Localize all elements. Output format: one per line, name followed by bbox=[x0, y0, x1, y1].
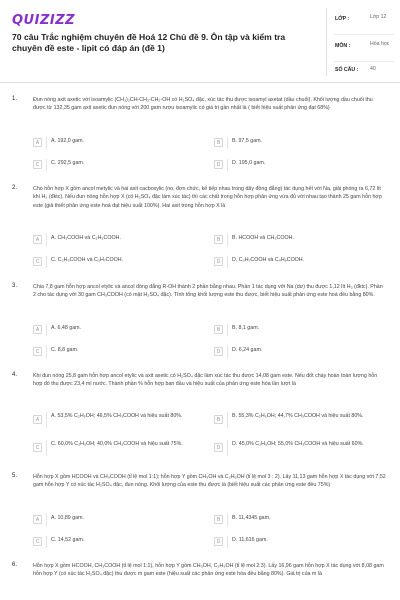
option-letter-box: D bbox=[214, 257, 223, 266]
option-text: A. 192,0 gam. bbox=[51, 138, 84, 144]
option-divider bbox=[46, 159, 47, 171]
worksheet-title: 70 câu Trắc nghiệm chuyên đề Hoá 12 Chủ đề 9. Ôn tập và kiểm tra chuyên đề este - lipit có đáp án (đề 1) bbox=[12, 32, 286, 53]
quizizz-logo: QUIZIZZ bbox=[12, 13, 76, 28]
question-number: 3. bbox=[12, 283, 18, 289]
option-letter-box: C bbox=[33, 160, 42, 169]
question-number: 2. bbox=[12, 185, 18, 191]
option-divider bbox=[227, 536, 228, 548]
option-letter-box: D bbox=[214, 443, 223, 452]
option-text: C. 8,8 gam. bbox=[51, 347, 79, 353]
option-letter-box: C bbox=[33, 347, 42, 356]
option-a[interactable] bbox=[33, 233, 203, 247]
option-divider bbox=[46, 440, 47, 456]
meta-divider bbox=[326, 8, 327, 76]
question-number: 1. bbox=[12, 96, 18, 102]
option-text: D. 11,616 gam. bbox=[232, 537, 268, 543]
question-count-value: 40 bbox=[370, 66, 376, 72]
option-letter-box: A bbox=[33, 325, 42, 334]
option-d[interactable] bbox=[214, 439, 384, 457]
option-text: C. 292,5 gam. bbox=[51, 160, 85, 166]
question-count-label: SỐ CÂU : bbox=[335, 67, 359, 73]
option-a[interactable] bbox=[33, 513, 203, 527]
option-divider bbox=[227, 234, 228, 246]
option-text: D. 195,0 gam. bbox=[232, 160, 266, 166]
subject-value: Hóa học bbox=[370, 41, 390, 47]
class-value: Lớp 12 bbox=[370, 14, 387, 20]
option-letter-box: A bbox=[33, 138, 42, 147]
option-b[interactable] bbox=[214, 233, 384, 247]
option-b[interactable] bbox=[214, 513, 384, 527]
option-text: A. 53,5% C₂H₅OH; 46,5% CH₃COOH và hiệu suất 80%. bbox=[51, 413, 183, 419]
option-letter-box: A bbox=[33, 515, 42, 524]
option-divider bbox=[46, 324, 47, 336]
option-divider bbox=[46, 514, 47, 526]
option-divider bbox=[227, 256, 228, 268]
option-divider bbox=[227, 514, 228, 526]
question-text: Khi đun nóng 25,8 gam hỗn hợp ancol etylic và axit axetic có H₂SO₄ đặc làm xúc tác thu được 14,08 gam este. Nếu đốt cháy hoàn toàn lượng hỗn hợp đó thu được 23,4 ml nước. Thành phần % hỗn hợp ban đầu và hiệu suất của phản ứng este hóa lần lượt là bbox=[33, 373, 378, 388]
option-text: D. 6,24 gam. bbox=[232, 347, 263, 353]
option-b[interactable] bbox=[214, 411, 384, 429]
class-label: LỚP : bbox=[335, 16, 350, 22]
option-letter-box: B bbox=[214, 138, 223, 147]
option-text: A. 10,89 gam. bbox=[51, 515, 84, 521]
option-letter-box: B bbox=[214, 415, 223, 424]
option-divider bbox=[46, 137, 47, 149]
option-letter-box: C bbox=[33, 443, 42, 452]
option-text: C. 60,0% C₂H₅OH; 40,0% CH₃COOH và hiệu suất 75%. bbox=[51, 441, 183, 447]
question-number: 5. bbox=[12, 473, 18, 479]
option-a[interactable] bbox=[33, 323, 203, 337]
option-c[interactable] bbox=[33, 255, 203, 269]
option-b[interactable] bbox=[214, 136, 384, 150]
option-text: C. C₂H₅COOH và C₃H₇COOH. bbox=[51, 257, 124, 263]
question-number: 4. bbox=[12, 372, 18, 378]
option-divider bbox=[227, 159, 228, 171]
question-text: Chia 7,8 gam hỗn hợp ancol etylic và ancol đồng đẳng R-OH thành 2 phần bằng nhau. Phần 1 tác dụng với Na (dư) thu được 1,12 lít H₂ (đktc). Phần 2 cho tác dụng với 30 gam CH₃COOH (có mặt H₂SO₄ đặc). Tính tổng khối lượng este thu được, biết hiệu suất phản ứng este hoá đều bằng 80%. bbox=[33, 284, 383, 299]
option-divider bbox=[46, 346, 47, 358]
meta-divider-line bbox=[334, 61, 394, 62]
option-letter-box: D bbox=[214, 537, 223, 546]
option-text: A. 6,48 gam. bbox=[51, 325, 82, 331]
option-text: C. 14,52 gam. bbox=[51, 537, 85, 543]
option-divider bbox=[46, 412, 47, 428]
option-letter-box: D bbox=[214, 347, 223, 356]
option-text: B. 11,4345 gam. bbox=[232, 515, 271, 521]
option-text: B. 8,1 gam. bbox=[232, 325, 260, 331]
option-d[interactable] bbox=[214, 535, 384, 549]
option-text: D. C₃H₇COOH và C₄H₉COOH. bbox=[232, 257, 305, 263]
option-divider bbox=[46, 256, 47, 268]
option-divider bbox=[46, 234, 47, 246]
option-divider bbox=[46, 536, 47, 548]
option-letter-box: B bbox=[214, 325, 223, 334]
option-divider bbox=[227, 346, 228, 358]
option-letter-box: D bbox=[214, 160, 223, 169]
worksheet-header bbox=[0, 0, 400, 83]
option-text: B. 55,3% C₂H₅OH; 44,7% CH₃COOH và hiệu suất 80%. bbox=[232, 413, 364, 419]
question-text: Đun nóng axit axetic với isoamylic (CH₃)₂CH-CH₂-CH₂-OH có H₂SO₄ đặc, xúc tác thu được isoamyl axetat (dầu chuối). Khối lượng dầu chuối thu được từ 132,35 gam axit axetic đun nóng với 200 gam rượu isoamylic có giá trị gần nhất là ( biết hiệu suất phản ứng đạt 68%) bbox=[33, 97, 373, 112]
option-letter-box: C bbox=[33, 257, 42, 266]
option-a[interactable] bbox=[33, 411, 203, 429]
subject-label: MÔN : bbox=[335, 43, 351, 49]
question-number: 6. bbox=[12, 562, 18, 568]
option-letter-box: B bbox=[214, 515, 223, 524]
option-c[interactable] bbox=[33, 439, 203, 457]
question-text: Hỗn hợp X gồm HCOOH, CH₃COOH (tỉ lệ mol 1:1), hỗn hợp Y gồm CH₃OH, C₂H₅OH (tỉ lệ mol 2:3). Lấy 16,96 gam hỗn hợp X tác dụng với 8,08 gam hỗn hợp Y (có xúc tác H₂SO₄ đặc) thu được m gam este (hiệu suất các phản ứng este hóa đều bằng 80%). Giá trị của m là bbox=[33, 563, 384, 578]
option-divider bbox=[227, 440, 228, 456]
option-d[interactable] bbox=[214, 158, 384, 172]
question-text: Cho hỗn hợp X gồm ancol metylic và hai axit cacboxylic (no, đơn chức, kế tiếp nhau trong dãy đồng đẳng) tác dụng hết với Na, giải phóng ra 6,72 lít khí H₂ (đktc). Nếu đun nóng hỗn hợp X (có H₂SO₄ đặc làm xúc tác) thì các chất trong hỗn hợp phản ứng vừa đủ với nhau tạo thành 25 gam hỗn hợp este (giả thiết phản ứng este hoá đạt hiệu suất 100%). Hai axit trong hỗn hợp X là bbox=[33, 186, 382, 209]
meta-divider-line bbox=[334, 34, 394, 35]
option-b[interactable] bbox=[214, 323, 384, 337]
option-a[interactable] bbox=[33, 136, 203, 150]
option-c[interactable] bbox=[33, 158, 203, 172]
option-divider bbox=[227, 137, 228, 149]
question-text: Hỗn hợp X gồm HCOOH và CH₃COOH (tỉ lệ mol 1:1); hỗn hợp Y gồm CH₃OH và C₂H₅OH (tỉ lệ mol 3 : 2). Lấy 11,13 gam hỗn hợp X tác dụng với 7,52 gam hỗn hợp Y có xúc tác H₂SO₄ đặc, đun nóng. Khối lượng của este thu được là (biết hiệu suất các phản ứng este đều 75%) bbox=[33, 474, 386, 489]
option-letter-box: A bbox=[33, 415, 42, 424]
option-divider bbox=[227, 412, 228, 428]
option-text: B. 97,5 gam. bbox=[232, 138, 263, 144]
option-letter-box: C bbox=[33, 537, 42, 546]
option-letter-box: A bbox=[33, 235, 42, 244]
option-c[interactable] bbox=[33, 535, 203, 549]
option-d[interactable] bbox=[214, 255, 384, 269]
option-d[interactable] bbox=[214, 345, 384, 359]
option-text: A. CH₃COOH và C₂H₅COOH. bbox=[51, 235, 121, 241]
option-text: D. 45,0% C₂H₅OH; 55,0% CH₃COOH và hiệu suất 60%. bbox=[232, 441, 364, 447]
option-text: B. HCOOH và CH₃COOH. bbox=[232, 235, 294, 241]
option-c[interactable] bbox=[33, 345, 203, 359]
option-letter-box: B bbox=[214, 235, 223, 244]
option-divider bbox=[227, 324, 228, 336]
